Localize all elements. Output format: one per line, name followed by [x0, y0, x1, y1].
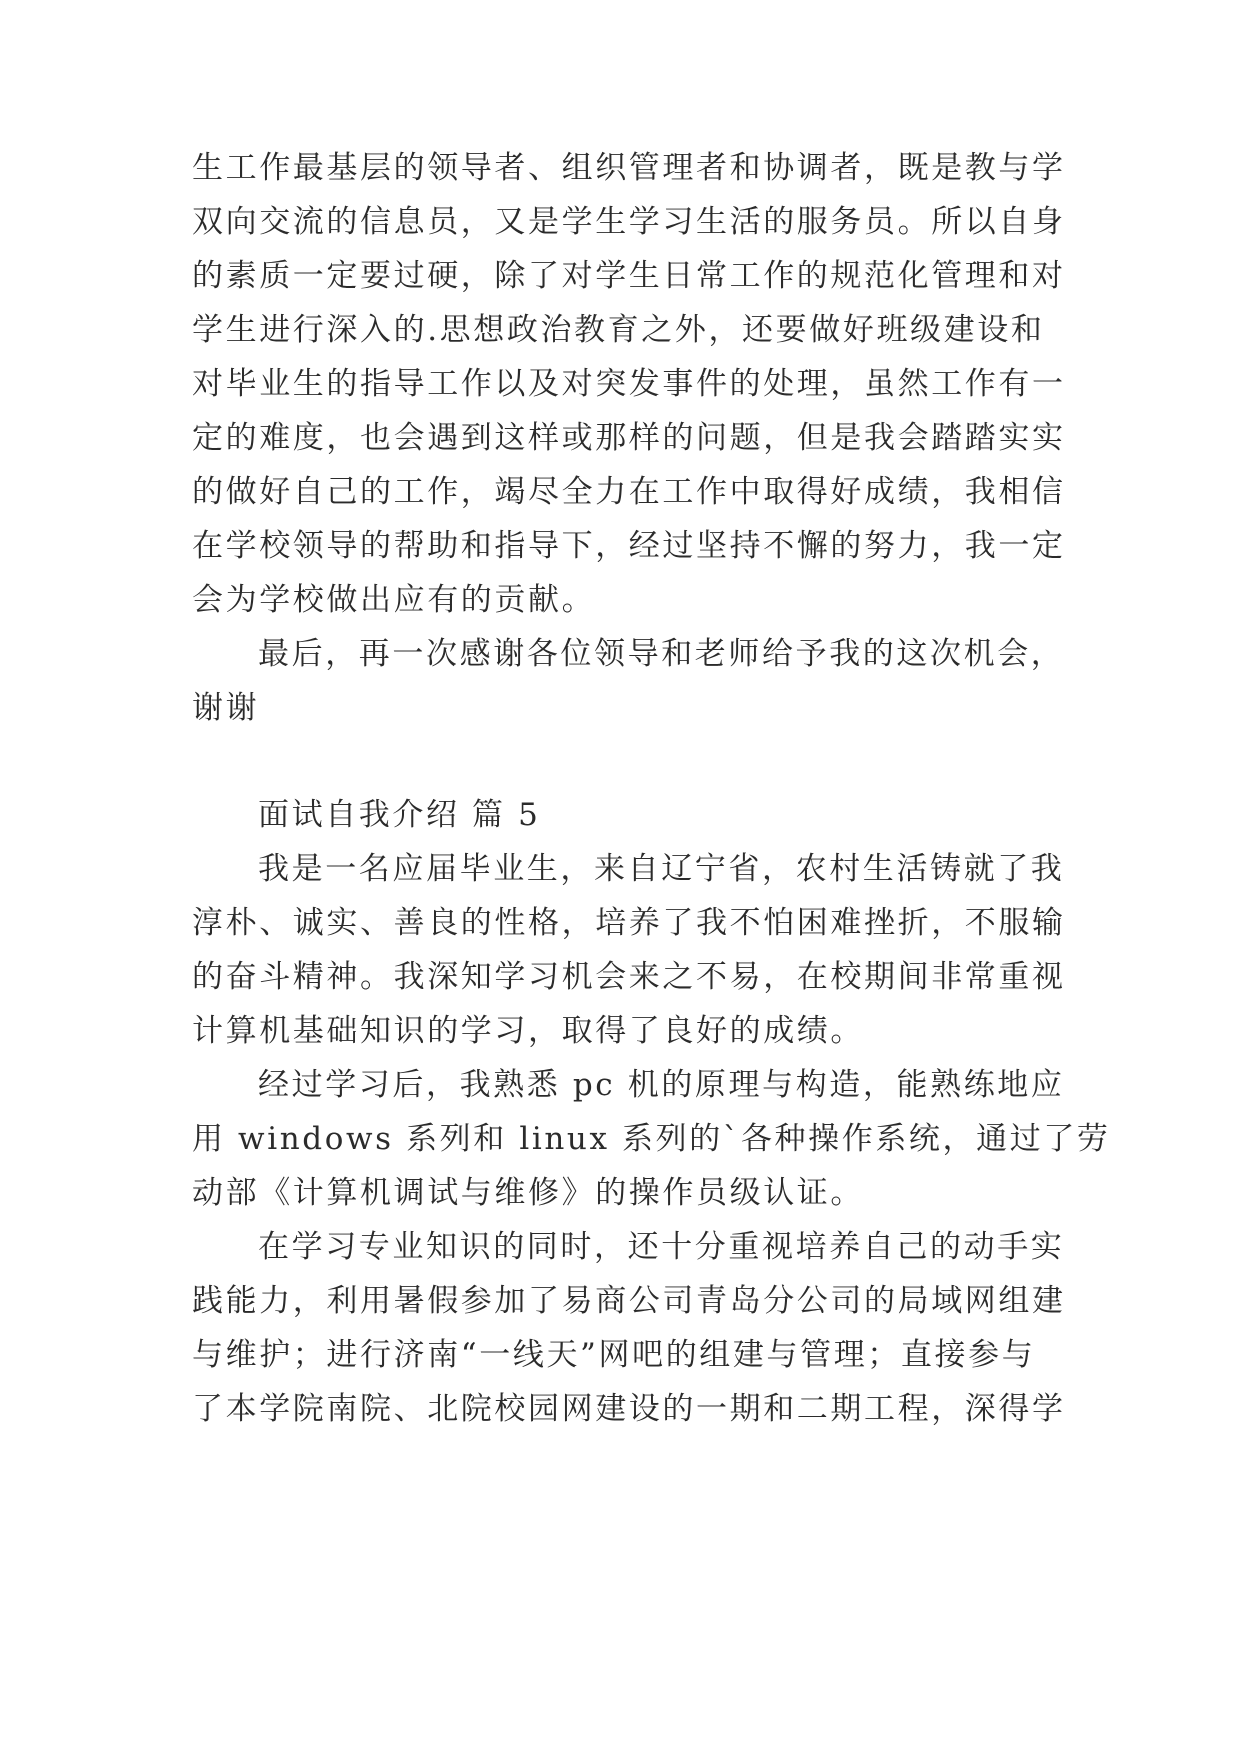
paragraph-start: 经过学习后，我熟悉 pc 机的原理与构造，能熟练地应: [258, 1067, 1065, 1103]
section-heading: 面试自我介绍 篇 5: [258, 797, 541, 833]
text-line: 用 windows 系列和 linux 系列的`各种操作系统，通过了劳: [192, 1121, 1111, 1157]
paragraph-start: 我是一名应届毕业生，来自辽宁省，农村生活铸就了我: [258, 851, 1065, 887]
text-line: 与维护；进行济南“一线天”网吧的组建与管理；直接参与: [192, 1337, 1036, 1373]
text-line: 生工作最基层的领导者、组织管理者和协调者，既是教与学: [192, 150, 1066, 186]
text-line: 学生进行深入的.思想政治教育之外，还要做好班级建设和: [192, 312, 1045, 348]
text-line: 的奋斗精神。我深知学习机会来之不易，在校期间非常重视: [192, 959, 1066, 995]
text-line: 双向交流的信息员，又是学生学习生活的服务员。所以自身: [192, 204, 1066, 240]
text-line: 的素质一定要过硬，除了对学生日常工作的规范化管理和对: [192, 258, 1066, 294]
text-line: 动部《计算机调试与维修》的操作员级认证。: [192, 1175, 864, 1211]
text-line: 在学校领导的帮助和指导下，经过坚持不懈的努力，我一定: [192, 528, 1066, 564]
text-line: 会为学校做出应有的贡献。: [192, 582, 596, 618]
paragraph-start: 在学习专业知识的同时，还十分重视培养自己的动手实: [258, 1229, 1065, 1265]
text-line: 践能力，利用暑假参加了易商公司青岛分公司的局域网组建: [192, 1283, 1066, 1319]
text-line: 的做好自己的工作，竭尽全力在工作中取得好成绩，我相信: [192, 474, 1066, 510]
text-line: 谢谢: [192, 690, 260, 726]
text-line: 定的难度，也会遇到这样或那样的问题，但是我会踏踏实实: [192, 420, 1066, 456]
text-line: 淳朴、诚实、善良的性格，培养了我不怕困难挫折，不服输: [192, 905, 1066, 941]
text-line: 了本学院南院、北院校园网建设的一期和二期工程，深得学: [192, 1391, 1066, 1427]
text-line: 对毕业生的指导工作以及对突发事件的处理，虽然工作有一: [192, 366, 1066, 402]
paragraph-start: 最后，再一次感谢各位领导和老师给予我的这次机会，: [258, 636, 1065, 672]
text-line: 计算机基础知识的学习，取得了良好的成绩。: [192, 1013, 864, 1049]
